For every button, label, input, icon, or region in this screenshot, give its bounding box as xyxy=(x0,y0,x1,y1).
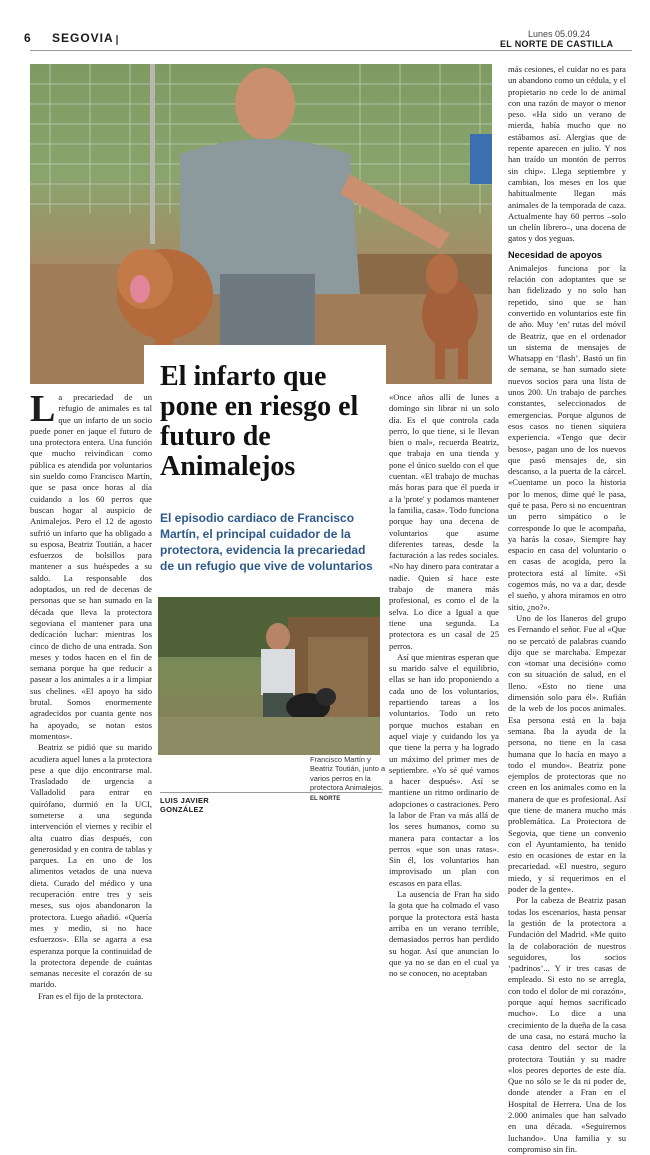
photo-caption xyxy=(310,755,388,804)
main-photo xyxy=(30,64,492,384)
paragraph: La ausencia de Fran ha sido la gota que ha colmado el vaso porque la protectora está hasta arriba en un verano terrible, demasiados perros han perdido su hogar. Así que anuncian lo que ya no se dan en el cual ya no se conocen, no aceptaban xyxy=(389,889,499,979)
newspaper-name: EL NORTE DE CASTILLA xyxy=(500,39,614,49)
page-number: 6 xyxy=(24,31,31,45)
secondary-photo-illustration xyxy=(158,597,380,755)
secondary-photo xyxy=(158,597,380,755)
paragraph: a precariedad de un refugio de animales es tal que un infarto de un socio puede poner en jaque el futuro de una protectora entera. Una función que mucho reivindican como pública es atendida por voluntarios sin sueldo como Francisco Martín, que se pasa once horas al día cuidando a los 60 perros que buscan hogar al auspicio de Animalejos. Pero el 12 de agosto sufrió un infarto que ha obligado a su esposa, Beatriz Toutián, a hacer esfuerzos de bolsillos para mantener a sus huéspedes a su saldo. La responsable dos adoptados, un red de decenas de personas que se han sumado en la década que lleva la protectora segoviana el mantener para una dedicación luchar: mientras los cinco de dicho de una entrada. Son meses y todos hacen en el fin de semana porque ha que reducir a pasear a los animales a ir a limpiar sus chelines. «El apoyo ha sido brutal. Somos enormemente agradecidos por cuanta gente nos ha apoyado, se notan estos momentos». xyxy=(30,392,152,741)
paragraph: «Once años allí de lunes a domingo sin librar ni un solo día. Es el que controla cada perro, lo que tiene, si le llevan bien o mal», recuerda Beatriz, que trabaja en una tienda y pone el único sueldo con el que cuentan. «El trabajo de muchas más horas para que él pueda ir a la 'prote' y podamos mantener la familia, casa». Todo funciona porque hay una decena de voluntarios que asume diferentes tareas, desde la facturación a las redes sociales. «No hay dinero para contratar a nadie. Quien sí hace este trabajo de manera más profesional, es como el de la selva. Lo dice a Igual a que tiene una segunda. La protectora es un casal de 25 perros. xyxy=(389,392,499,651)
paragraph: más cesiones, el cuidar no es para un abandono como un cédula, y el propietario no cede lo de animal con una razón de mayor o menor peso. «Ha sido un verano de mierda, había mucho que no estábamos así. Alergias que de repente aparecen en julio. Y nos han traído un montón de perros sin chip». Llega septiembre y cambian, los meses en los que habitualmente llegan más animales de la temporada de caza. Actualmente hay 60 perros –solo un chelín librero–, una docena de gatos y dos yeguas. xyxy=(508,64,626,244)
paragraph: Fran es el fijo de la protectora. xyxy=(38,990,144,1001)
dropcap: L xyxy=(30,388,56,430)
article-column-2 xyxy=(389,392,499,979)
article-headline: El infarto que pone en riesgo el futuro de Animalejos xyxy=(160,361,359,482)
byline-name: LUIS JAVIER xyxy=(160,796,210,805)
section-name: SEGOVIA xyxy=(52,31,114,45)
main-photo-illustration xyxy=(30,64,492,384)
paragraph: Por la cabeza de Beatriz pasan todas los escenarios, hasta pensar la gestión de la protectora a Fundación del Madrid. «Me quito la de colaboración de nuestros seguidores, los socios ‘padrinos’... Y ir tres casas de empleado. Si esto no se arregla, con todo el dolor de mi corazón», porque aquí hemos sacrificado mucho». Lo dice a una crecimiento de la dueña de la casa de una casa, no estará mucho la casa dentro del sector de la protectora Toutián y su madre «los peores deportes de este día. Que no sólo se le da ni poder de, donde atender a Fran en el Hospital de Herrera. Una de los 2.000 animales que han salvado en una década. «Seguiremos luchando». Una familia y su compromiso sin fin. xyxy=(508,895,626,1154)
article-column-1 xyxy=(30,388,152,1001)
article-column-3 xyxy=(508,64,626,1154)
caption-text: Francisco Martín y Beatriz Toutián, junto a varios perros en la protectora Animalejos. xyxy=(310,755,386,793)
paragraph: Animalejos funciona por la relación con adoptantes que se han fidelizado y no solo han repetido, sino que se han convertido en voluntarios este fin de año. Muy ‘en’ rutas del móvil de Beatriz, que en el ordenador un sistema de mensajes de Whatsapp en ‘flash’. Bastó un fin de semana, se han sumado siete nuevos socios para una lista de unos 200. Un trabajo de parches constantes, seleccionados de emergencias. Porque algunos de esos casos no tienen siquiera experiencia. «Tengo que decir besos», pagan uno de los nuevos que pasó mensajes de, sin descanso, a la puerta de la cárcel. «Cuentame un poco la historia por lo menos, dime qué le pasa, qué te pasa. Pero si no encuentran un perro simpático o le corresponde lo que le acompaña, ya harás la cosa». Siempre hay espacio en casa del voluntario o en casas de acogida, pero la protectora está al límite. «Si cogemos más, no va a dar, desde el sueño, y ahora miramos en otro sitio, ¿no?». xyxy=(508,262,626,612)
paragraph: Uno de los llaneros del grupo es Fernando el señor. Fue al «Que no se percató de palabras cuando dijo que se marchaba. Empezar con «tomar una decisión» como con su situación de salud, en el lleno. «Esto no tiene una dimensión solo para él». Rufián de la web de los pocos animales. Esa persona está en la baja semana. Iba la ayuda de la persona, no tiene en la casa humana que lo hacía en mayo a todo el mundo». Beatriz pone ejemplos de protectoras que no creen en los animales como en la manera de que es profesional. Así que tiene de manera mucho más problemática. La Protectora de Segovia, que tiene un convenio con el Ayuntamiento, ha tenido esto en ocasiones de estar en la precariedad. «El nuestro, seguro miedo, y sí requerimos en el poder de la gente». xyxy=(508,612,626,895)
byline-surname: GONZÁLEZ xyxy=(160,805,204,814)
paragraph: Así que mientras esperan que su marido salve el equilibrio, ellas se han ido proponiendo a cada uno de los voluntarios, repartiendo tareas a los voluntarios. Todo un reto porque muchos estaban en aquel viaje y cuidando los ya que tiene la perra y ha logrado un máximo del primer mes de septiembre. «Yo sé qué vamos a hacer después». Así se mantiene un ritmo ordinario de adopciones o castraciones. Pero la labor de Fran va más allá de los seres humanos, como su manera para contactar a los perros «que son unas ratas». Sin él, los voluntarios han improvisado un plan con escasos en para ellas. xyxy=(389,651,499,888)
paragraph: Beatriz se pidió que su marido acudiera aquel lunes a la protectora pese a que dijo encontrarse mal. Trasladado de urgencia a Valladolid para entrar en quirófano, durmió en la UCI, someterse a una segunda intervención el viernes y recibir el alta cuatro días después, con generosidad y en contra de tablas y parques. La en uno de los alimentos vetados de una nueva dieta. Curado del médico y una recuperación entre tres y seis meses, sus ojos abandonaron la protectora. Luego añadió. «Quería mes y medio, si no hace esfuerzos». Ella se agarra a esa esperanza porque la continuidad de la protectora depende de cuántas semanas necesite el corazón de su marido. xyxy=(30,742,152,990)
byline-rule xyxy=(160,792,382,793)
article-subhead: El episodio cardiaco de Francisco Martín, el principal cuidador de la protectora, evidencia la precariedad de un refugio que vive de voluntarios xyxy=(160,511,373,573)
byline xyxy=(160,796,209,814)
section-subtitle: Necesidad de apoyos xyxy=(508,249,602,260)
header-divider-left xyxy=(116,35,118,45)
header-rule xyxy=(30,50,632,51)
caption-credit: EL NORTE xyxy=(310,795,341,802)
issue-date: Lunes 05.09.24 xyxy=(528,29,591,39)
